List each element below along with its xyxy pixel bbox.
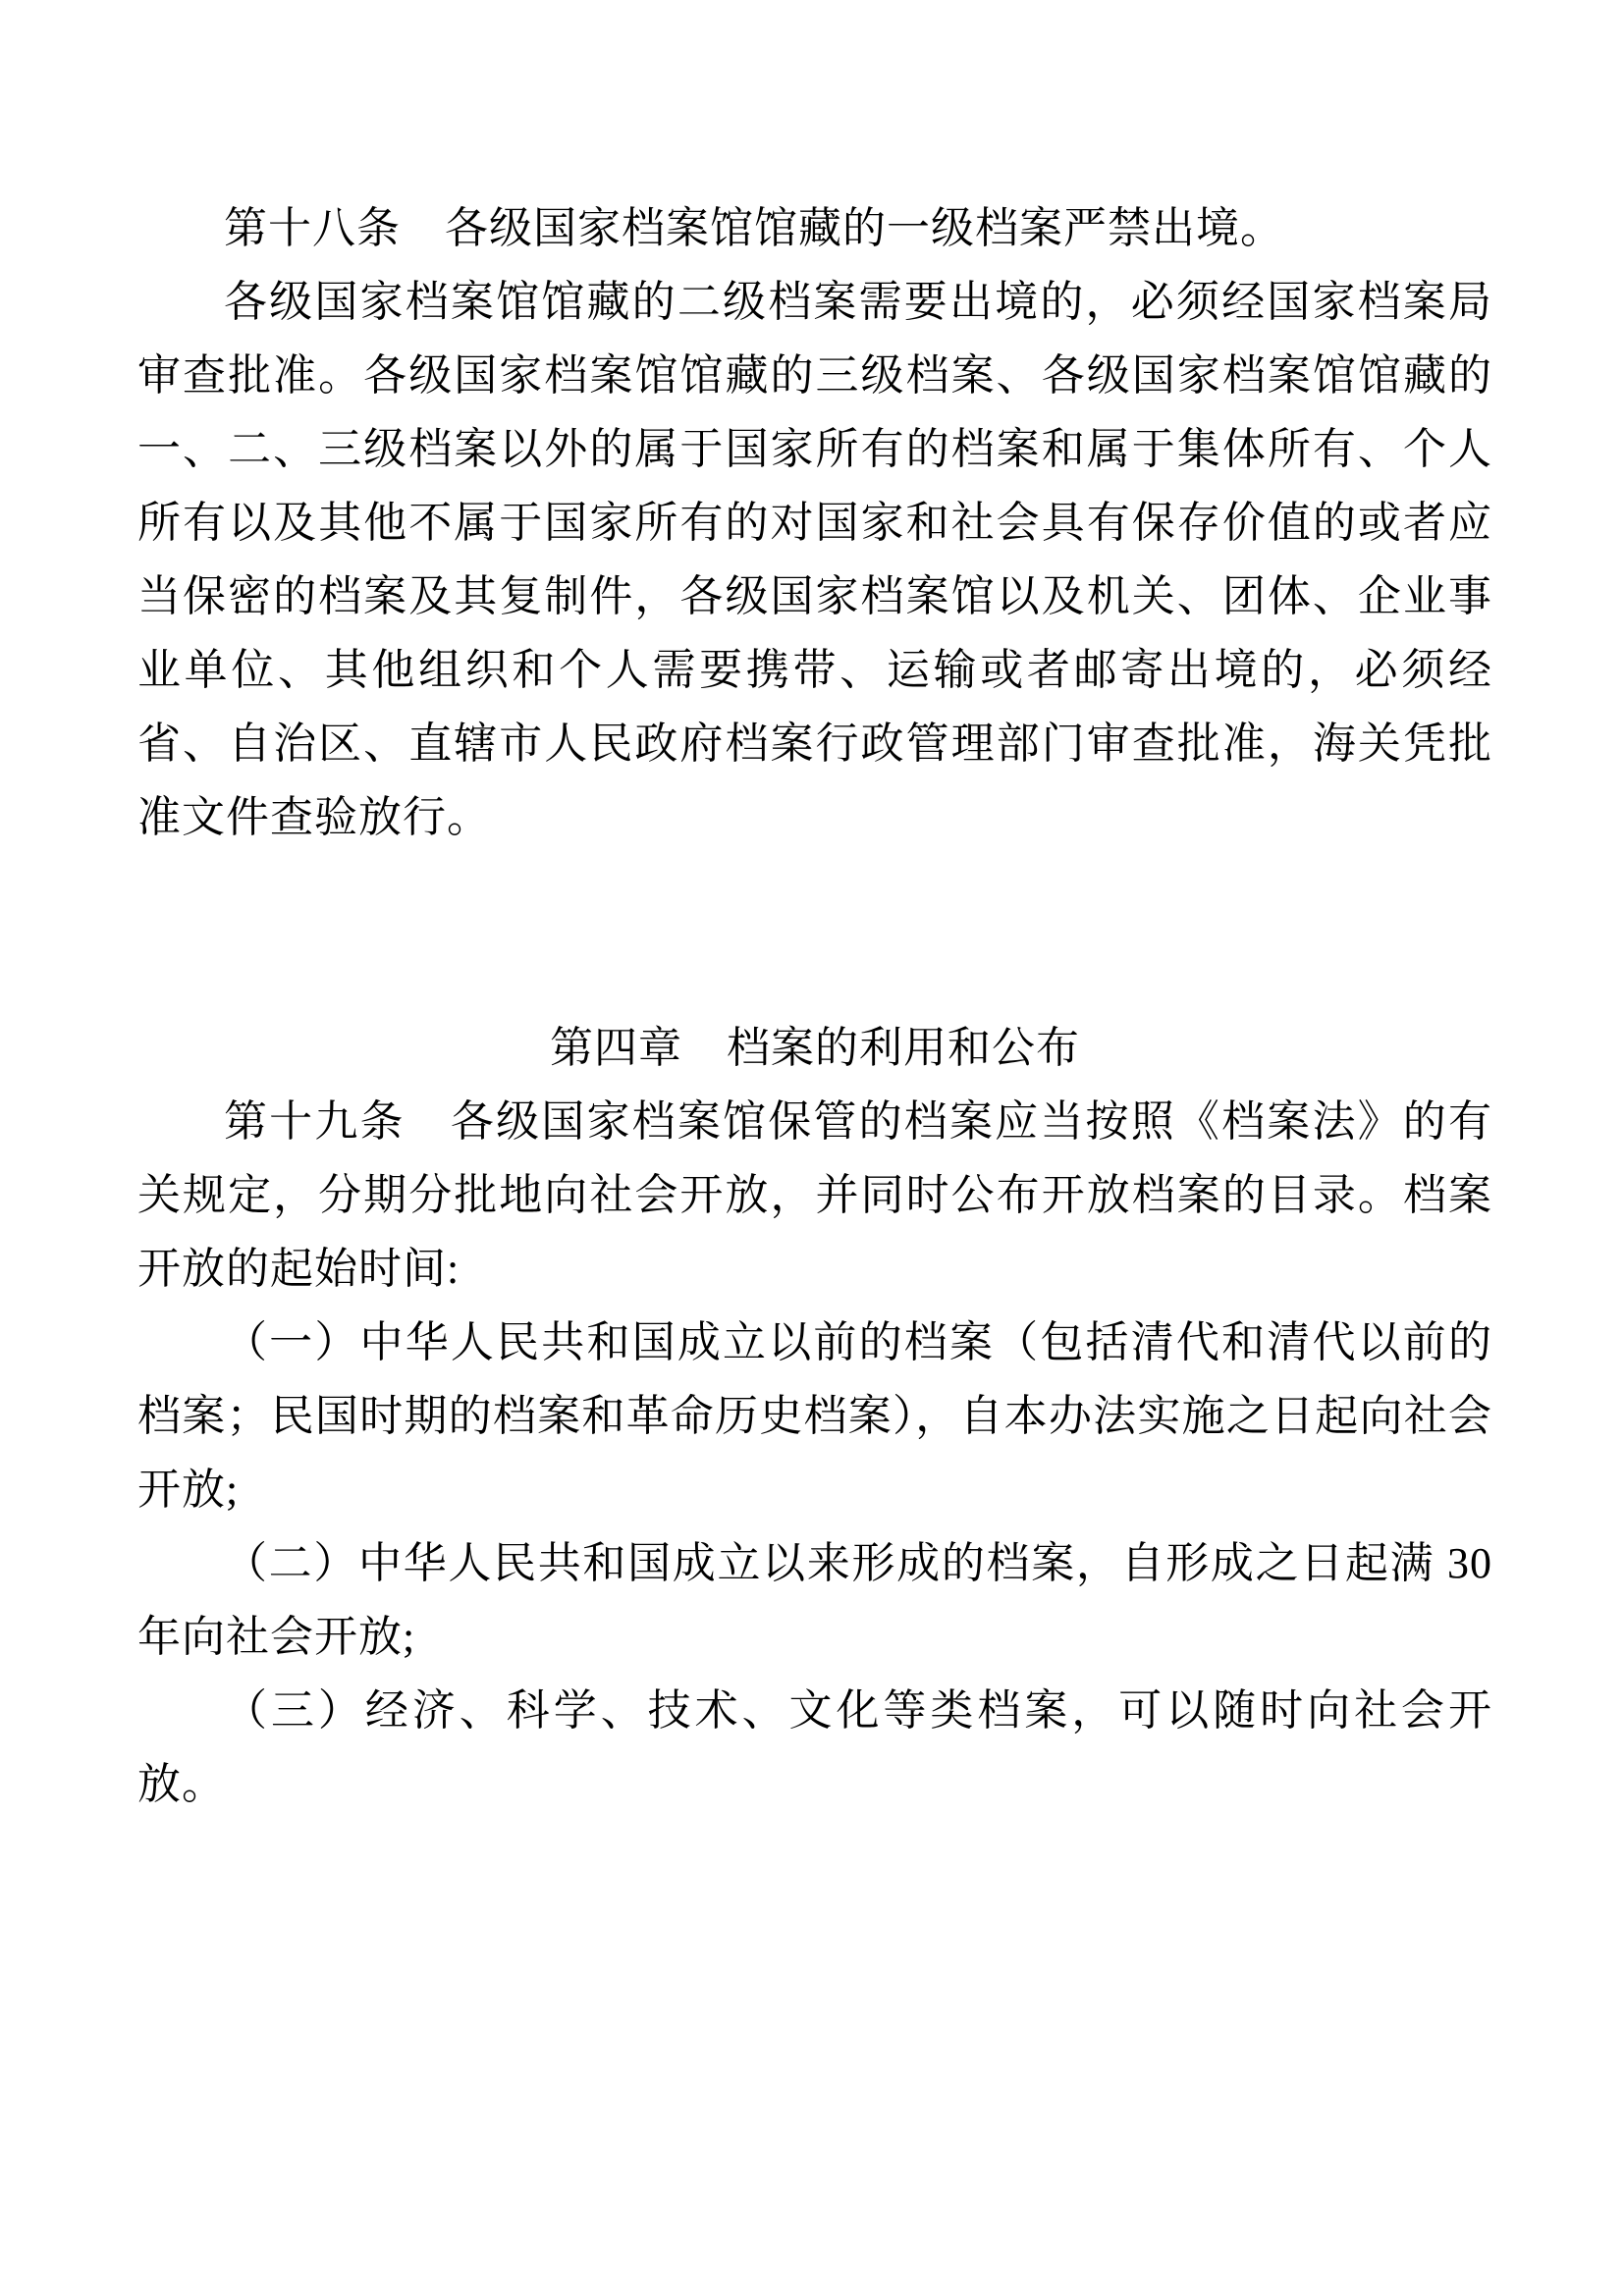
article-19-body-paragraph: 第十九条 各级国家档案馆保管的档案应当按照《档案法》的有关规定，分期分批地向社会开放，并同时公布开放档案的目录。档案开放的起始时间:: [137, 1097, 1492, 1293]
article-19-item-2: （二）中华人民共和国成立以来形成的档案，自形成之日起满 30年向社会开放;: [137, 1539, 1492, 1661]
chapter-4-heading: 第四章 档案的利用和公布: [550, 1024, 1080, 1072]
article-18-lead-paragraph: 第十八条 各级国家档案馆馆藏的一级档案严禁出境。: [224, 204, 1284, 252]
article-19-item-1: （一）中华人民共和国成立以前的档案（包括清代和清代以前的档案；民国时期的档案和革命历史档案），自本办法实施之日起向社会开放;: [137, 1318, 1492, 1514]
article-19-item-3: （三）经济、科学、技术、文化等类档案，可以随时向社会开放。: [137, 1686, 1492, 1808]
article-18-body-paragraph: 各级国家档案馆馆藏的二级档案需要出境的，必须经国家档案局审查批准。各级国家档案馆馆藏的三级档案、各级国家档案馆馆藏的一、二、三级档案以外的属于国家所有的档案和属于集体所有、个人所有以及其他不属于国家所有的对国家和社会具有保存价值的或者应当保密的档案及其复制件，各级国家档案馆以及机关、团体、企业事业单位、其他组织和个人需要携带、运输或者邮寄出境的，必须经省、自治区、直辖市人民政府档案行政管理部门审查批准，海关凭批准文件查验放行。: [137, 278, 1492, 841]
